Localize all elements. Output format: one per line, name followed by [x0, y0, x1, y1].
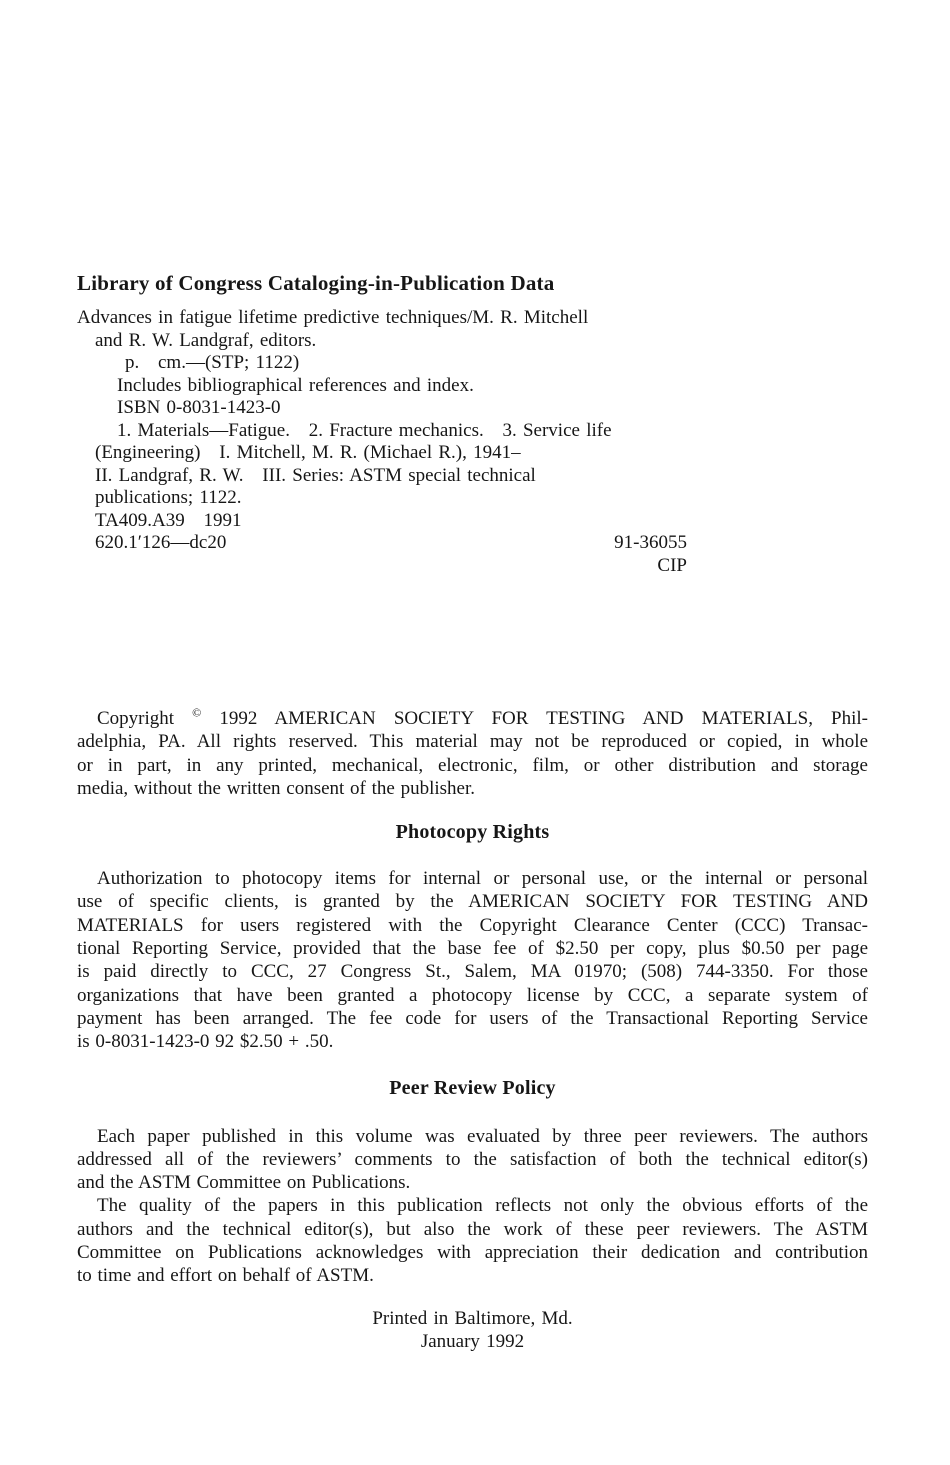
text-line: addressed all of the reviewers’ comments to the satisfaction of both the technical editor(s)	[77, 1148, 868, 1170]
text-line: media, without the written consent of the publisher.	[77, 777, 476, 799]
cip-line: 620.1′126—dc20 91-36055	[95, 532, 687, 553]
text-line: Copyright © 1992 AMERICAN SOCIETY FOR TESTING AND MATERIALS, Phil-	[97, 705, 868, 729]
peer-review-paragraph-2	[77, 1194, 868, 1287]
text-line: Committee on Publications acknowledges with appreciation their dedication and contribution	[77, 1242, 868, 1264]
cip-line: 1. Materials—Fatigue. 2. Fracture mechanics. 3. Service life	[117, 419, 612, 441]
library-of-congress-heading: Library of Congress Cataloging-in-Publication Data	[77, 271, 555, 295]
text-line: The quality of the papers in this publication reflects not only the obvious efforts of the	[97, 1195, 868, 1217]
text-line: and the ASTM Committee on Publications.	[77, 1172, 411, 1194]
imprint-footer	[77, 1307, 868, 1354]
cip-line: p. cm.—(STP; 1122)	[125, 352, 300, 373]
cip-right-value: 91-36055	[614, 532, 687, 553]
text-line: payment has been arranged. The fee code for users of the Transactional Reporting Service	[77, 1007, 868, 1029]
text-line: MATERIALS for users registered with the Copyright Clearance Center (CCC) Transac-	[77, 914, 868, 936]
photocopy-rights-paragraph	[77, 867, 868, 1053]
text-line: use of specific clients, is granted by the AMERICAN SOCIETY FOR TESTING AND	[77, 891, 868, 913]
cip-line: Advances in fatigue lifetime predictive techniques/M. R. Mitchell	[77, 307, 589, 328]
cip-catalog-block	[77, 307, 868, 577]
text-line: or in part, in any printed, mechanical, electronic, film, or other distribution and storage	[77, 754, 868, 776]
text-line: organizations that have been granted a photocopy license by CCC, a separate system of	[77, 984, 868, 1006]
cip-right-value: CIP	[657, 554, 687, 576]
cip-line: ISBN 0-8031-1423-0	[117, 397, 281, 418]
peer-review-policy-heading: Peer Review Policy	[389, 1076, 556, 1099]
text-line: adelphia, PA. All rights reserved. This material may not be reproduced or copied, in whole	[77, 731, 868, 753]
text-line: is 0-8031-1423-0 92 $2.50 + .50.	[77, 1031, 334, 1053]
text-line: Authorization to photocopy items for internal or personal use, or the internal or personal	[97, 868, 868, 890]
cip-line: and R. W. Landgraf, editors.	[95, 329, 317, 351]
copyright-paragraph	[77, 707, 868, 800]
text-line: is paid directly to CCC, 27 Congress St., Salem, MA 01970; (508) 744-3350. For those	[77, 961, 868, 983]
printed-date-line: January 1992	[420, 1330, 525, 1352]
cip-line	[77, 555, 868, 578]
text-line: to time and effort on behalf of ASTM.	[77, 1265, 374, 1287]
printed-location-line: Printed in Baltimore, Md.	[372, 1307, 573, 1329]
page-content	[77, 0, 868, 1353]
cip-line: II. Landgraf, R. W. III. Series: ASTM special technical	[95, 464, 536, 486]
peer-review-paragraph-1	[77, 1125, 868, 1195]
cip-line: publications; 1122.	[95, 487, 242, 508]
photocopy-rights-heading: Photocopy Rights	[395, 821, 550, 844]
text-line: tional Reporting Service, provided that the base fee of $2.50 per copy, plus $0.50 per page	[77, 938, 868, 960]
copyright-symbol: ©	[192, 705, 202, 720]
cip-line: TA409.A39 1991	[95, 509, 242, 531]
cip-line: (Engineering) I. Mitchell, M. R. (Michael R.), 1941–	[95, 442, 521, 463]
text-line: authors and the technical editor(s), but also the work of these peer reviewers. The ASTM	[77, 1218, 868, 1240]
cip-line: Includes bibliographical references and index.	[117, 374, 474, 396]
text-line: Each paper published in this volume was evaluated by three peer reviewers. The authors	[97, 1125, 868, 1147]
